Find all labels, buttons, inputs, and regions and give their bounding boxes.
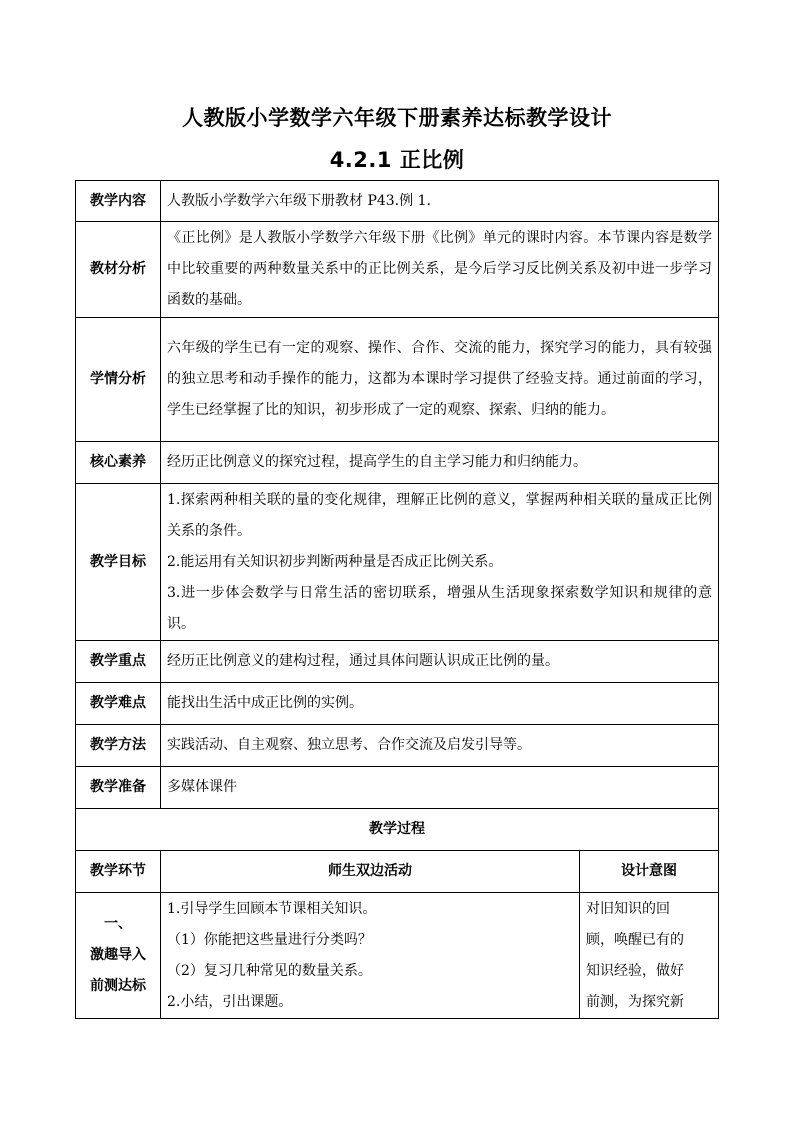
activity-item: （2）复习几种常见的数量关系。 [167, 962, 372, 979]
label-key-points: 教学重点 [76, 641, 161, 683]
intent-line: 前测，为探究新 [586, 993, 684, 1010]
label-teaching-goals: 教学目标 [76, 484, 161, 641]
row-material-analysis [76, 222, 719, 318]
process-heading: 教学过程 [76, 809, 719, 851]
value-student-analysis: 六年级的学生已有一定的观察、操作、合作、交流的能力，探究学习的能力，具有较强的独立思考和动手操作的能力，这都为本课时学习提供了经验支持。通过前面的学习，学生已经掌握了比的知识，初步形成了一定的观察、探索、归纳的能力。 [167, 340, 713, 418]
value-material-analysis: 《正比例》是人教版小学数学六年级下册《比例》单元的课时内容。本节课内容是数学中比较重要的两种数量关系中的正比例关系，是今后学习反比例关系及初中进一步学习函数的基础。 [167, 230, 713, 308]
intent-line: 顾，唤醒已有的 [586, 931, 684, 948]
activity-item: 2.小结，引出课题。 [167, 993, 293, 1010]
label-difficulty: 教学难点 [76, 683, 161, 725]
label-method: 教学方法 [76, 725, 161, 767]
row-difficulty [76, 683, 719, 725]
goal-item: 2.能运用有关知识初步判断两种量是否成正比例关系。 [167, 553, 503, 570]
step-label-line: 前测达标 [90, 978, 146, 994]
value-teaching-content: 人教版小学数学六年级下册教材 P43.例 1. [161, 181, 719, 222]
row-method [76, 725, 719, 767]
row-teaching-content [76, 181, 719, 222]
value-difficulty: 能找出生活中成正比例的实例。 [161, 683, 719, 725]
activity-item: 1.引导学生回顾本节课相关知识。 [167, 900, 377, 917]
label-material-analysis: 教材分析 [76, 222, 161, 318]
row-preparation [76, 767, 719, 809]
column-header-intent: 设计意图 [580, 851, 719, 893]
goal-item: 3.进一步体会数学与日常生活的密切联系，增强从生活现象探索数学知识和规律的意识。 [167, 584, 713, 632]
label-student-analysis: 学情分析 [76, 318, 161, 442]
step-label-line: 一、 [104, 916, 132, 932]
label-preparation: 教学准备 [76, 767, 161, 809]
lesson-title: 4.2.1 正比例 [329, 148, 465, 172]
column-header-step: 教学环节 [76, 851, 161, 893]
row-student-analysis [76, 318, 719, 442]
intent-line: 对旧知识的回 [586, 900, 670, 917]
column-header-activities: 师生双边活动 [161, 851, 580, 893]
row-process-columns [76, 851, 719, 893]
row-step-1 [76, 893, 719, 1019]
step-label-line: 激趣导入 [90, 947, 146, 963]
label-core-literacy: 核心素养 [76, 442, 161, 484]
intent-line: 知识经验，做好 [586, 962, 684, 979]
goal-item: 1.探索两种相关联的量的变化规律，理解正比例的意义，掌握两种相关联的量成正比例关系的条件。 [167, 491, 713, 539]
row-process-heading [76, 809, 719, 851]
value-preparation: 多媒体课件 [161, 767, 719, 809]
row-teaching-goals [76, 484, 719, 641]
row-core-literacy [76, 442, 719, 484]
activity-item: （1）你能把这些量进行分类吗？ [167, 931, 372, 948]
label-teaching-content: 教学内容 [76, 181, 161, 222]
row-key-points [76, 641, 719, 683]
lesson-plan-table [75, 180, 719, 1019]
value-method: 实践活动、自主观察、独立思考、合作交流及启发引导等。 [161, 725, 719, 767]
document-title: 人教版小学数学六年级下册素养达标教学设计 [182, 106, 612, 130]
value-key-points: 经历正比例意义的建构过程，通过具体问题认识成正比例的量。 [161, 641, 719, 683]
value-core-literacy: 经历正比例意义的探究过程，提高学生的自主学习能力和归纳能力。 [161, 442, 719, 484]
